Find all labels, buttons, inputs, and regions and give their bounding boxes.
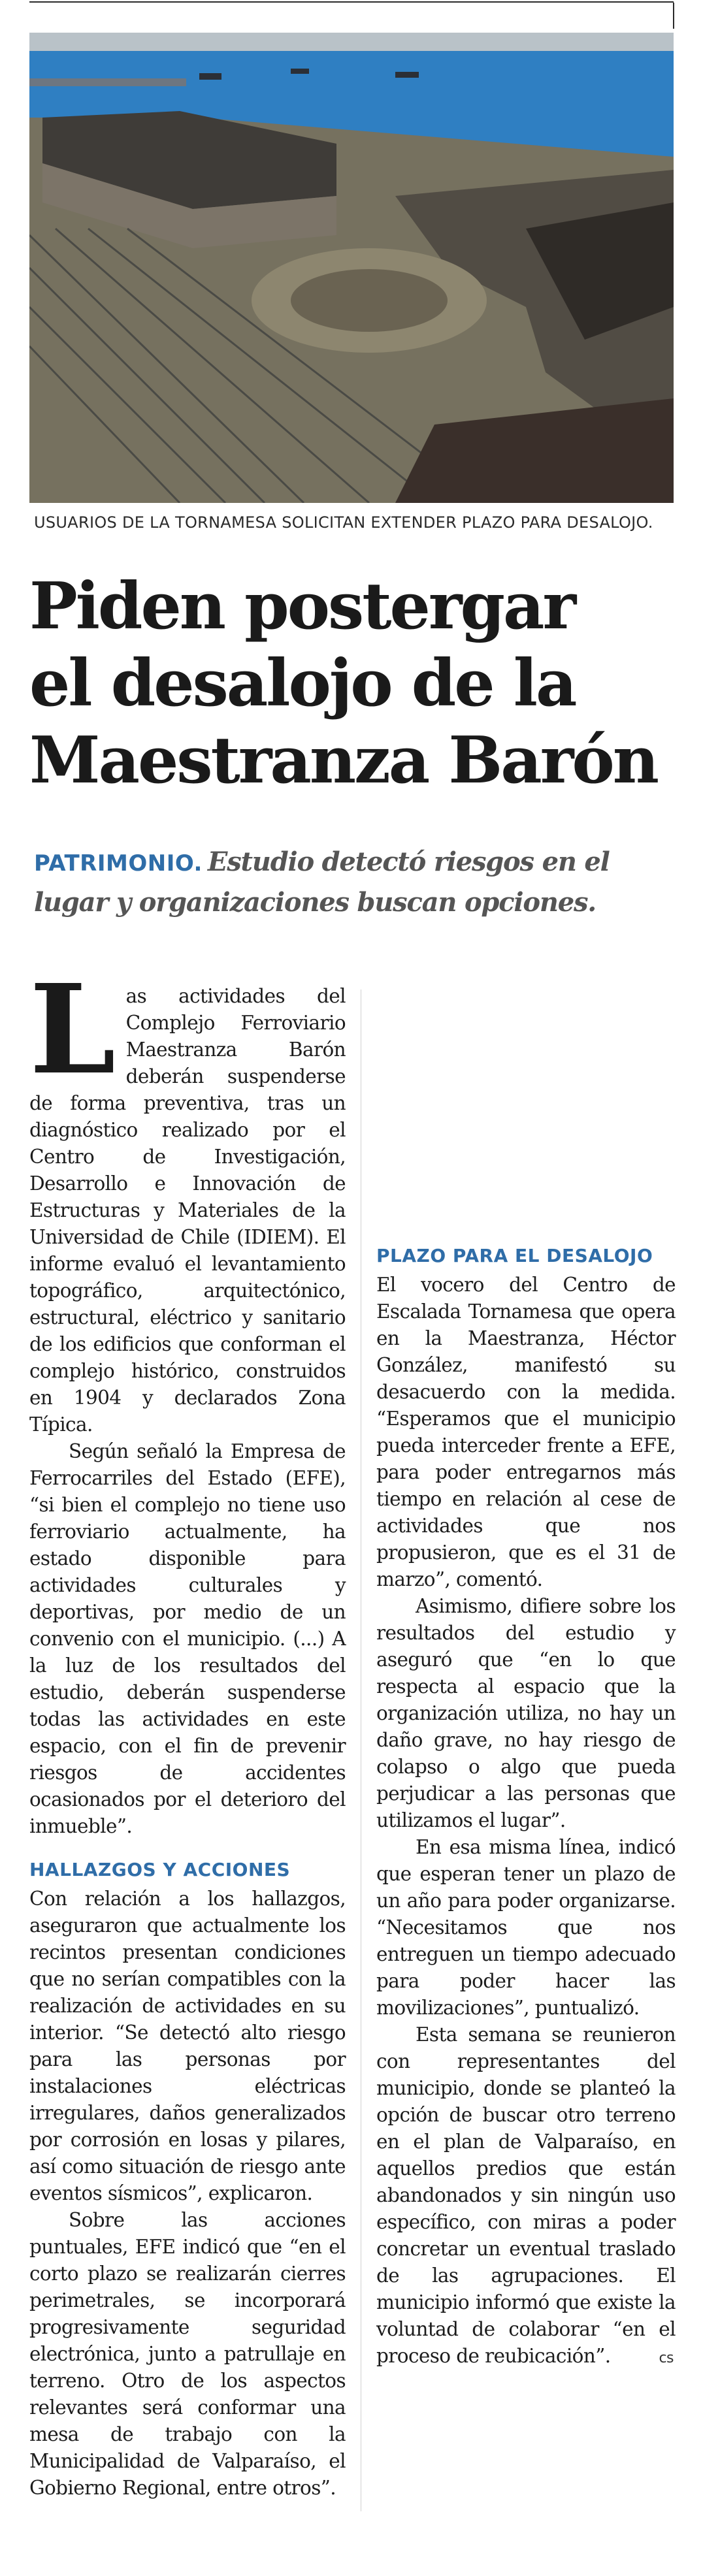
headline-line-2: el desalojo de la xyxy=(29,646,576,721)
photo-illustration xyxy=(29,33,674,503)
deck-text: Estudio detectó riesgos en el lugar y organizaciones buscan opciones. xyxy=(34,846,610,918)
headline-line-1: Piden postergar xyxy=(29,569,575,644)
author-signature: cs xyxy=(659,2350,674,2366)
body-paragraph-3: Con relación a los hallazgos, aseguraron que actualmente los recintos presentan condiciones que no serían compatibles con la realización de actividades en su interior. “Se detectó alto riesgo para las personas por instalaciones eléctricas irregulares, daños generalizados por corrosión en losas y pilares, así como situación de riesgo ante eventos sísmicos”, explicaron. xyxy=(29,1888,346,2204)
photo-ship-3 xyxy=(395,72,419,78)
deck xyxy=(34,843,681,922)
subhead-plazo: PLAZO PARA EL DESALOJO xyxy=(376,1245,653,1266)
photo-ship-2 xyxy=(291,69,309,74)
photo-ship-1 xyxy=(199,73,221,80)
article-column-left xyxy=(29,958,346,2502)
body-paragraph-7: En esa misma línea, indicó que esperan tener un plazo de un año para poder organizarse. “Necesitamos que nos entreguen un tiempo adecuado para poder hacer las movilizaciones”, puntualizó. xyxy=(376,1836,676,2019)
body-paragraph-4: Sobre las acciones puntuales, EFE indicó que “en el corto plazo se realizarán cierres perimetrales, se incorporará progresivamente seguridad electrónica, junto a patrullaje en terreno. Otro de los aspectos relevantes será conformar una mesa de trabajo con la Municipalidad de Valparaíso, el Gobierno Regional, entre otros”. xyxy=(29,2209,346,2499)
body-paragraph-2: Según señaló la Empresa de Ferrocarriles del Estado (EFE), “si bien el complejo no tiene uso ferroviario actualmente, ha estado disponible para actividades culturales y deportivas, por medio de un convenio con el municipio. (...) A la luz de los resultados del estudio, deberán suspenderse todas las actividades en este espacio, con el fin de prevenir riesgos de accidentes ocasionados por el deterioro del inmueble”. xyxy=(29,1440,346,1837)
headline xyxy=(29,568,676,799)
body-paragraph-1-text: as actividades del Complejo Ferroviario Maestranza Barón deberán suspenderse de forma preventiva, tras un diagnóstico realizado por el Centro de Investigación, Desarrollo e Innovación de Estructuras y Materiales de la Universidad de Chile (IDIEM). El informe evaluó el levantamiento topográfico, arquitectónico, estructural, eléctrico y sanitario de los edificios que conforman el complejo histórico, construidos en 1904 y declarados Zona Típica. xyxy=(29,985,346,1436)
photo-distant-city xyxy=(29,33,674,52)
body-paragraph-6: Asimismo, difiere sobre los resultados del estudio y aseguró que “en lo que respecta al espacio que la organización utiliza, no hay un daño grave, no hay riesgo de colapso o algo que pueda perjudicar a las personas que utilizamos el lugar”. xyxy=(376,1595,676,1831)
photo-pier xyxy=(29,78,186,86)
right-rule xyxy=(673,3,674,29)
photo-turntable xyxy=(291,269,448,332)
headline-line-3: Maestranza Barón xyxy=(29,723,657,798)
body-paragraph-8 xyxy=(376,2021,676,2372)
drop-cap: L xyxy=(29,958,116,1102)
photo-caption: USUARIOS DE LA TORNAMESA SOLICITAN EXTENDER PLAZO PARA DESALOJO. xyxy=(34,513,653,532)
body-paragraph-1 xyxy=(29,958,346,1438)
body-paragraph-8-text: Esta semana se reunieron con representantes del municipio, donde se planteó la opción de buscar otro terreno en el plan de Valparaíso, en aquellos predios que están abandonados y sin ningún uso específico, con miras a poder concretar un eventual traslado de las agrupaciones. El municipio informó que existe la voluntad de colaborar “en el proceso de reubicación”. xyxy=(376,2023,676,2367)
article-column-right-main xyxy=(376,1219,676,2372)
rail-yard-photo xyxy=(29,33,674,503)
top-rule xyxy=(29,1,674,3)
subhead-hallazgos: HALLAZGOS Y ACCIONES xyxy=(29,1859,291,1880)
body-paragraph-5: El vocero del Centro de Escalada Tornamesa que opera en la Maestranza, Héctor González, manifestó su desacuerdo con la medida. “Esperamos que el municipio pueda interceder frente a EFE, para poder entregarnos más tiempo en relación al cese de actividades que nos propusieron, que es el 31 de marzo”, comentó. xyxy=(376,1274,676,1590)
section-kicker: PATRIMONIO. xyxy=(34,850,203,877)
